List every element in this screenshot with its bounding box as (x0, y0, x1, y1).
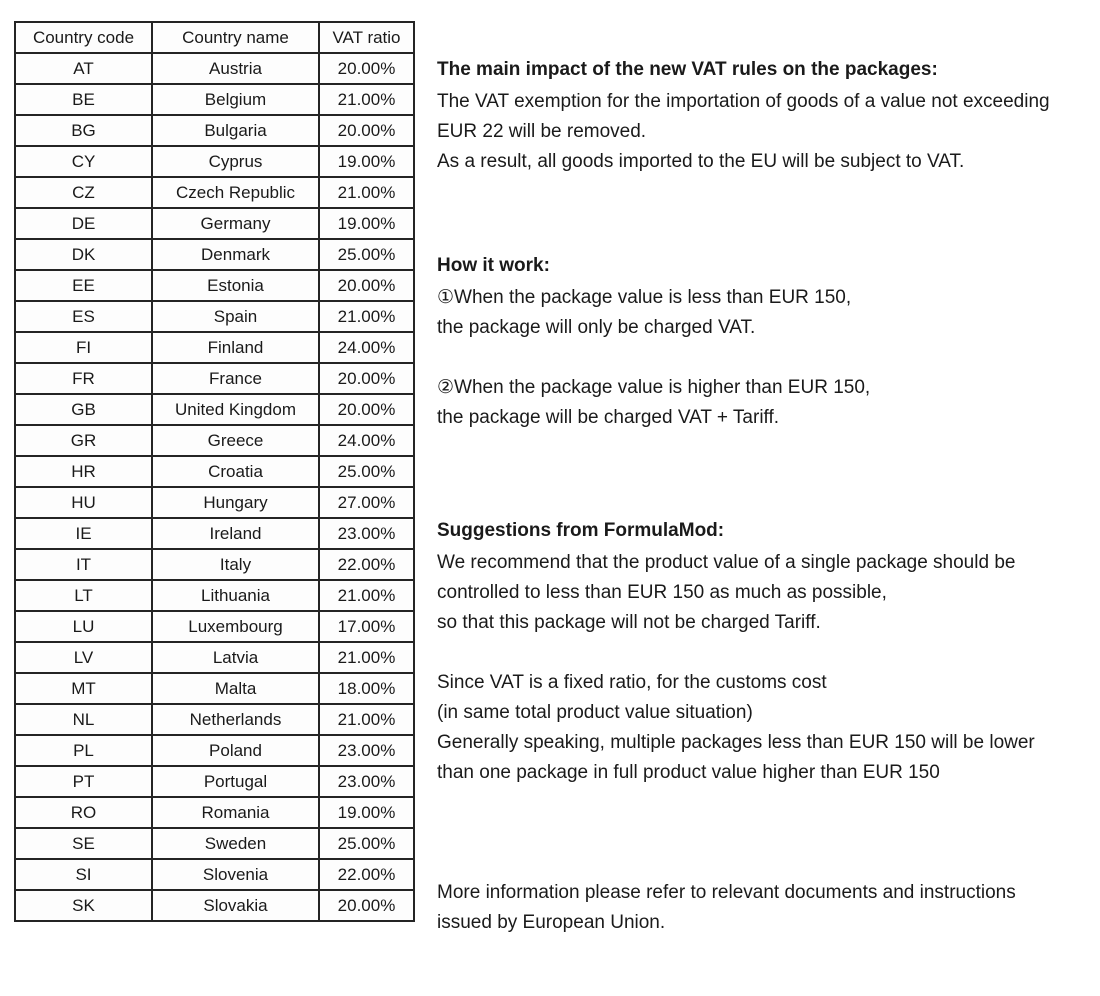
text-line: Generally speaking, multiple packages less than EUR 150 will be lower (437, 732, 1035, 753)
table-body (15, 53, 414, 921)
table-cell: ES (15, 301, 152, 332)
table-row (15, 53, 414, 84)
table-cell: Lithuania (152, 580, 319, 611)
table-cell: 20.00% (319, 394, 414, 425)
table-cell: MT (15, 673, 152, 704)
table-row (15, 518, 414, 549)
table-cell: 20.00% (319, 270, 414, 301)
table-cell: Czech Republic (152, 177, 319, 208)
column-header: Country name (152, 22, 319, 53)
section-lines (437, 283, 1097, 433)
table-cell: 17.00% (319, 611, 414, 642)
table-row (15, 828, 414, 859)
table-cell: Croatia (152, 456, 319, 487)
section-heading: Suggestions from FormulaMod: (437, 520, 725, 541)
table-cell: 20.00% (319, 115, 414, 146)
table-row (15, 84, 414, 115)
table-row (15, 456, 414, 487)
table-cell: 18.00% (319, 673, 414, 704)
table-cell: GR (15, 425, 152, 456)
table-cell: Finland (152, 332, 319, 363)
table-cell: LT (15, 580, 152, 611)
table-row (15, 332, 414, 363)
table-cell: 23.00% (319, 735, 414, 766)
table-cell: IE (15, 518, 152, 549)
vat-rates-table (14, 21, 415, 922)
text-line: (in same total product value situation) (437, 702, 753, 723)
table-cell: HR (15, 456, 152, 487)
table-cell: 20.00% (319, 53, 414, 84)
section-how-it-works (437, 251, 1097, 433)
table-cell: 20.00% (319, 363, 414, 394)
column-header: VAT ratio (319, 22, 414, 53)
table-row (15, 425, 414, 456)
text-line: so that this package will not be charged Tariff. (437, 612, 821, 633)
table-cell: 21.00% (319, 301, 414, 332)
table-cell: DE (15, 208, 152, 239)
table-cell: 27.00% (319, 487, 414, 518)
table-row (15, 177, 414, 208)
table-cell: 22.00% (319, 859, 414, 890)
column-header: Country code (15, 22, 152, 53)
table-row (15, 270, 414, 301)
text-line (437, 343, 1097, 373)
table-row (15, 580, 414, 611)
text-line: than one package in full product value higher than EUR 150 (437, 762, 940, 783)
section-heading: The main impact of the new VAT rules on the packages: (437, 59, 938, 80)
table-row (15, 363, 414, 394)
table-row (15, 301, 414, 332)
table-cell: 21.00% (319, 704, 414, 735)
table-cell: Austria (152, 53, 319, 84)
table-cell: 24.00% (319, 332, 414, 363)
table-row (15, 890, 414, 921)
table-cell: 21.00% (319, 580, 414, 611)
table-cell: United Kingdom (152, 394, 319, 425)
table-row (15, 642, 414, 673)
table-cell: Netherlands (152, 704, 319, 735)
table-cell: Latvia (152, 642, 319, 673)
table-cell: CY (15, 146, 152, 177)
table-cell: Hungary (152, 487, 319, 518)
section-heading: How it work: (437, 255, 550, 276)
table-cell: 22.00% (319, 549, 414, 580)
table-row (15, 115, 414, 146)
table-cell: 19.00% (319, 797, 414, 828)
table-row (15, 146, 414, 177)
table-cell: 23.00% (319, 766, 414, 797)
text-line: Since VAT is a fixed ratio, for the customs cost (437, 672, 827, 693)
table-cell: Greece (152, 425, 319, 456)
table-row (15, 394, 414, 425)
table-cell: Slovenia (152, 859, 319, 890)
text-line: The VAT exemption for the importation of goods of a value not exceeding (437, 91, 1050, 112)
table-cell: 19.00% (319, 146, 414, 177)
text-line: As a result, all goods imported to the EU will be subject to VAT. (437, 151, 965, 172)
table-cell: 25.00% (319, 239, 414, 270)
table-cell: RO (15, 797, 152, 828)
table-cell: LU (15, 611, 152, 642)
section-more-information (437, 878, 1097, 938)
table-cell: DK (15, 239, 152, 270)
table-header-row (15, 22, 414, 53)
table-cell: IT (15, 549, 152, 580)
section-lines (437, 878, 1097, 938)
text-line (437, 638, 1097, 668)
section-lines (437, 87, 1097, 177)
table-cell: SE (15, 828, 152, 859)
table-cell: LV (15, 642, 152, 673)
table-row (15, 704, 414, 735)
table-cell: Ireland (152, 518, 319, 549)
table-cell: PL (15, 735, 152, 766)
table-row (15, 766, 414, 797)
table-cell: Cyprus (152, 146, 319, 177)
table-cell: HU (15, 487, 152, 518)
table-cell: 21.00% (319, 177, 414, 208)
table-cell: Estonia (152, 270, 319, 301)
table-cell: 21.00% (319, 642, 414, 673)
table-row (15, 859, 414, 890)
table-cell: FI (15, 332, 152, 363)
table-cell: Sweden (152, 828, 319, 859)
text-line: ②When the package value is higher than EUR 150, (437, 377, 871, 398)
section-main-impact (437, 55, 1097, 177)
table-row (15, 208, 414, 239)
section-lines (437, 548, 1097, 788)
table-cell: Belgium (152, 84, 319, 115)
table-cell: Romania (152, 797, 319, 828)
table-row (15, 611, 414, 642)
table-header (15, 22, 414, 53)
table-row (15, 549, 414, 580)
table-cell: BG (15, 115, 152, 146)
table-cell: Denmark (152, 239, 319, 270)
text-line: the package will only be charged VAT. (437, 317, 756, 338)
table-cell: Italy (152, 549, 319, 580)
table-cell: 25.00% (319, 828, 414, 859)
table-cell: Malta (152, 673, 319, 704)
table-cell: NL (15, 704, 152, 735)
table-row (15, 239, 414, 270)
table-cell: 20.00% (319, 890, 414, 921)
table-cell: Poland (152, 735, 319, 766)
section-suggestions (437, 516, 1097, 788)
table-cell: SI (15, 859, 152, 890)
table-cell: CZ (15, 177, 152, 208)
text-line: issued by European Union. (437, 912, 666, 933)
table-cell: BE (15, 84, 152, 115)
text-line: We recommend that the product value of a single package should be (437, 552, 1016, 573)
text-line: ①When the package value is less than EUR 150, (437, 287, 852, 308)
text-line: controlled to less than EUR 150 as much as possible, (437, 582, 887, 603)
table-cell: 23.00% (319, 518, 414, 549)
table-cell: 21.00% (319, 84, 414, 115)
table-cell: EE (15, 270, 152, 301)
table-cell: FR (15, 363, 152, 394)
table-cell: Bulgaria (152, 115, 319, 146)
table-cell: AT (15, 53, 152, 84)
table-cell: Germany (152, 208, 319, 239)
table-cell: 24.00% (319, 425, 414, 456)
table-cell: France (152, 363, 319, 394)
table-cell: Portugal (152, 766, 319, 797)
table-cell: 19.00% (319, 208, 414, 239)
table-cell: 25.00% (319, 456, 414, 487)
text-line: the package will be charged VAT + Tariff. (437, 407, 780, 428)
table-cell: Slovakia (152, 890, 319, 921)
table-row (15, 735, 414, 766)
table-cell: Luxembourg (152, 611, 319, 642)
table-row (15, 797, 414, 828)
text-line: EUR 22 will be removed. (437, 121, 647, 142)
table-cell: PT (15, 766, 152, 797)
table-cell: SK (15, 890, 152, 921)
table-cell: Spain (152, 301, 319, 332)
text-line: More information please refer to relevant documents and instructions (437, 882, 1016, 903)
table-cell: GB (15, 394, 152, 425)
table-row (15, 673, 414, 704)
table-row (15, 487, 414, 518)
